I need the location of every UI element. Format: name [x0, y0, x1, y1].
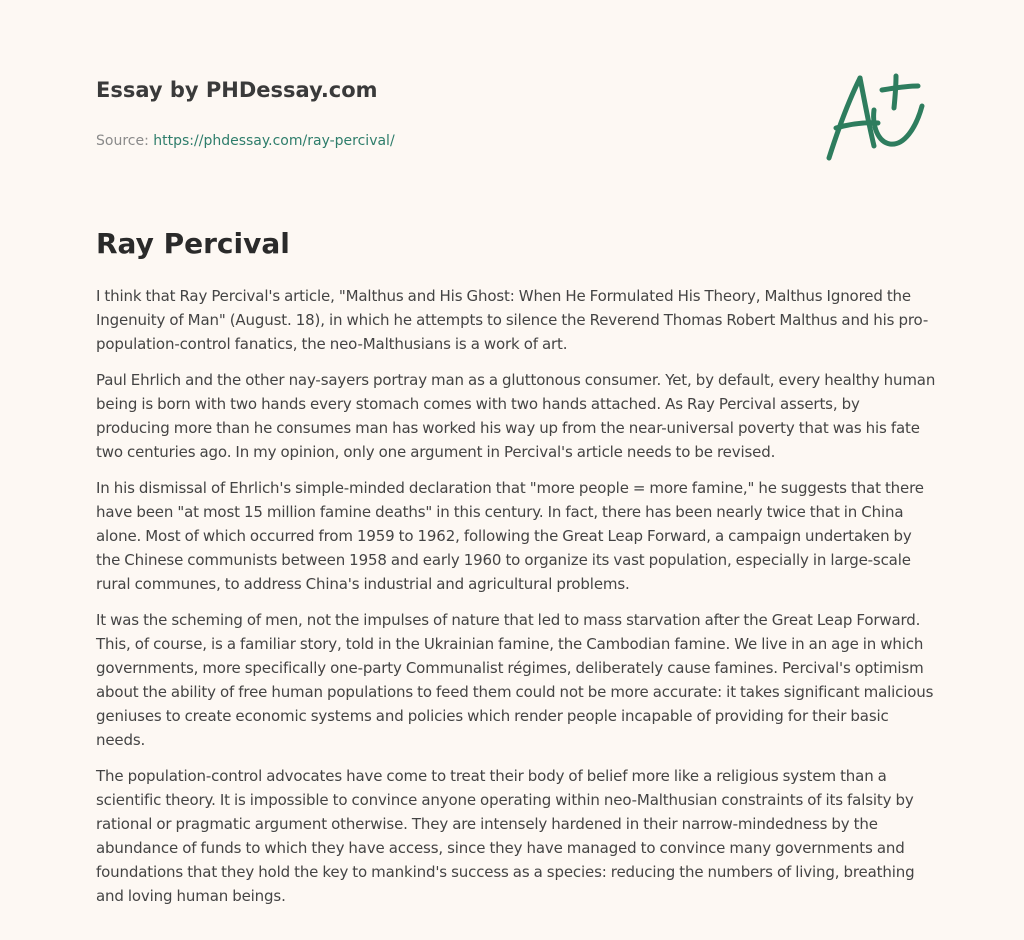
source-line	[96, 131, 696, 151]
article-paragraph: The population-control advocates have come to treat their body of belief more like a religious system than a scientific theory. It is impossible to convince anyone operating within neo-Malthusian constraints of its falsity by rational or pragmatic argument otherwise. They are intensely hardened in their narrow-mindedness by the abundance of funds to which they have access, since they have managed to convince many governments and foundations that they hold the key to mankind's success as a species: reducing the numbers of living, breathing and loving human beings.	[96, 767, 915, 905]
article-paragraph: It was the scheming of men, not the impulses of nature that led to mass starvation after the Great Leap Forward. This, of course, is a familiar story, told in the Ukrainian famine, the Cambodian famine. We live in an age in which governments, more specifically one-party Communalist régimes, deliberately cause famines. Percival's optimism about the ability of free human populations to feed them could not be more accurate: it takes significant malicious geniuses to create economic systems and policies which render people incapable of providing for their basic needs.	[96, 611, 934, 749]
site-header	[96, 72, 696, 151]
article-paragraph: Paul Ehrlich and the other nay-sayers portray man as a gluttonous consumer. Yet, by default, every healthy human being is born with two hands every stomach comes with two hands attached. As Ray Percival asserts, by producing more than he consumes man has worked his way up from the near-universal poverty that was his fate two centuries ago. In my opinion, only one argument in Percival's article needs to be revised.	[96, 371, 936, 461]
article-paragraph: In his dismissal of Ehrlich's simple-minded declaration that "more people = more famine," he suggests that there have been "at most 15 million famine deaths" in this century. In fact, there has been nearly twice that in China alone. Most of which occurred from 1959 to 1962, following the Great Leap Forward, a campaign undertaken by the Chinese communists between 1958 and early 1960 to organize its vast population, especially in large-scale rural communes, to address China's industrial and agricultural problems.	[96, 479, 924, 593]
page-title: Ray Percival	[96, 227, 290, 260]
source-label: Source:	[96, 133, 154, 149]
a-plus-logo-icon	[822, 66, 932, 166]
article-body	[96, 284, 936, 920]
source-link[interactable]: https://phdessay.com/ray-percival/	[153, 133, 395, 149]
site-title: Essay by PHDessay.com	[96, 78, 378, 102]
article-paragraph: I think that Ray Percival's article, "Malthus and His Ghost: When He Formulated His Theory, Malthus Ignored the Ingenuity of Man" (August. 18), in which he attempts to silence the Reverend Thomas Robert Malthus and his pro-population-control fanatics, the neo-Malthusians is a work of art.	[96, 287, 929, 353]
